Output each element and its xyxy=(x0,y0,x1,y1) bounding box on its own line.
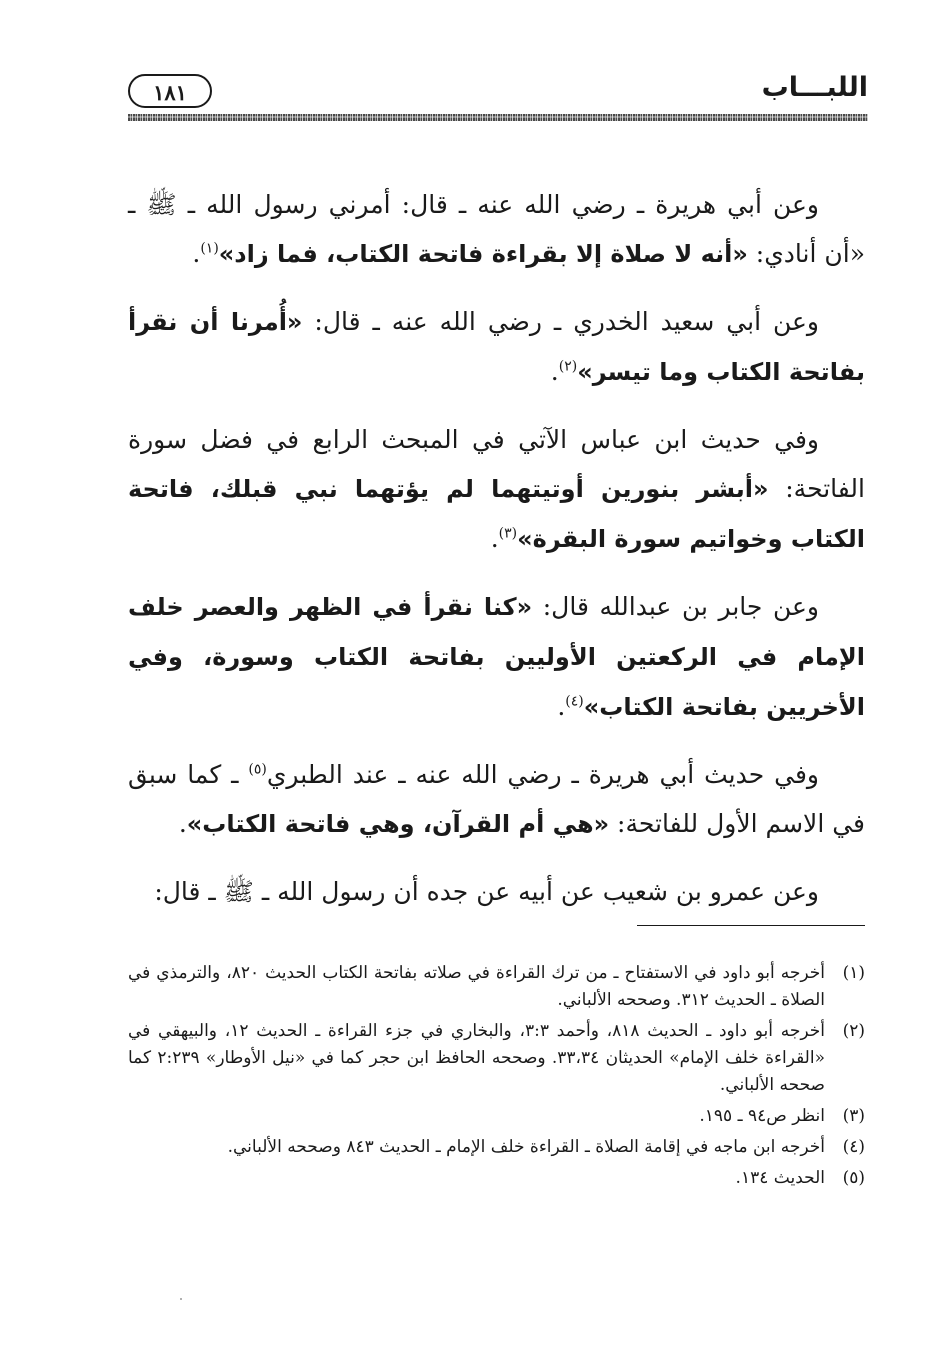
paragraph-2-end: . xyxy=(550,357,559,386)
paragraph-1 xyxy=(128,180,865,279)
paragraph-3-end: . xyxy=(490,524,499,553)
footnote-2 xyxy=(128,1018,865,1099)
running-header xyxy=(128,60,868,122)
paragraph-6-text: وعن عمرو بن شعيب عن أبيه عن جده أن رسول الله ـ ﷺ ـ قال: xyxy=(154,877,819,906)
footnote-number: (٣) xyxy=(842,1106,865,1126)
hadith-quote-3: «أبشر بنورين أوتيتهما لم يؤتهما نبي قبلك، فاتحة الكتاب وخواتيم سورة البقرة» xyxy=(128,475,865,553)
paragraph-1-text: وعن أبي هريرة ـ رضي الله عنه ـ قال: أمرني رسول الله ـ ﷺ ـ «أن أنادي: xyxy=(128,190,865,268)
paragraph-6 xyxy=(128,867,865,916)
footnote-number: (٢) xyxy=(842,1021,865,1041)
paragraph-5-text: وفي حديث أبي هريرة ـ رضي الله عنه ـ عند الطبري xyxy=(266,760,819,789)
footnote-text: أخرجه أبو داود ـ الحديث ٨١٨، وأحمد ٣:٣، والبخاري في جزء القراءة ـ الحديث ١٢، والبيهقي في «القراءة خلف الإمام» الحديثان ٣٣،٣٤. وصححه الحافظ ابن حجر كما في «نيل الأوطار» ٢:٢٣٩ كما صححه الألباني. xyxy=(128,1021,825,1095)
paragraph-2 xyxy=(128,297,865,397)
paragraph-1-end: . xyxy=(192,239,201,268)
header-ornamental-rule xyxy=(128,114,868,121)
paragraph-4 xyxy=(128,582,865,732)
footnote-ref-4[interactable]: (٤) xyxy=(565,693,584,710)
paragraph-3-text: وفي حديث ابن عباس الآتي في المبحث الرابع في فضل سورة الفاتحة: xyxy=(128,425,865,503)
footnote-text: أخرجه ابن ماجه في إقامة الصلاة ـ القراءة خلف الإمام ـ الحديث ٨٤٣ وصححه الألباني. xyxy=(227,1137,825,1157)
paragraph-3 xyxy=(128,415,865,564)
paragraph-5 xyxy=(128,750,865,849)
paragraph-5-text-cont: ـ كما سبق في الاسم الأول للفاتحة: xyxy=(128,760,865,838)
paragraph-4-text: وعن جابر بن عبدالله قال: xyxy=(532,592,819,621)
paragraph-2-text: وعن أبي سعيد الخدري ـ رضي الله عنه ـ قال: xyxy=(302,307,819,336)
paragraph-4-end: . xyxy=(557,692,566,721)
footnote-4 xyxy=(128,1134,865,1161)
footnote-number: (١) xyxy=(842,963,865,983)
footnote-ref-5[interactable]: (٥) xyxy=(248,761,267,778)
footnote-number: (٥) xyxy=(842,1168,865,1188)
scan-speck xyxy=(180,1298,182,1300)
footnote-separator xyxy=(637,925,865,926)
footnote-text: أخرجه أبو داود في الاستفتاح ـ من ترك القراءة في صلاته بفاتحة الكتاب الحديث ٨٢٠، والترمذي في الصلاة ـ الحديث ٣١٢. وصححه الألباني. xyxy=(128,963,825,1010)
page-number-badge: ١٨١ xyxy=(128,74,212,108)
footnote-text: الحديث ١٣٤. xyxy=(735,1168,825,1188)
footnote-ref-2[interactable]: (٢) xyxy=(558,358,578,375)
hadith-quote-1: «أنه لا صلاة إلا بقراءة فاتحة الكتاب، فما زاد» xyxy=(218,240,748,268)
hadith-quote-5: «هي أم القرآن، وهي فاتحة الكتاب» xyxy=(186,810,610,838)
footnote-ref-3[interactable]: (٣) xyxy=(498,525,518,542)
running-title: اللبـــاب xyxy=(761,72,868,103)
footnote-number: (٤) xyxy=(842,1137,865,1157)
footnote-5 xyxy=(128,1165,865,1192)
footnote-ref-1[interactable]: (١) xyxy=(200,240,219,257)
footnotes xyxy=(128,960,865,1196)
footnote-3 xyxy=(128,1103,865,1130)
footnote-text: انظر ص٩٤ ـ ١٩٥. xyxy=(699,1106,825,1126)
paragraph-5-end: . xyxy=(178,809,187,838)
hadith-quote-4: «كنا نقرأ في الظهر والعصر خلف الإمام في الركعتين الأوليين بفاتحة الكتاب وسورة، وفي الأخريين بفاتحة الكتاب» xyxy=(128,593,865,721)
footnote-1 xyxy=(128,960,865,1014)
hadith-quote-2: «أُمرنا أن نقرأ بفاتحة الكتاب وما تيسر» xyxy=(128,308,865,386)
main-text xyxy=(128,180,865,934)
